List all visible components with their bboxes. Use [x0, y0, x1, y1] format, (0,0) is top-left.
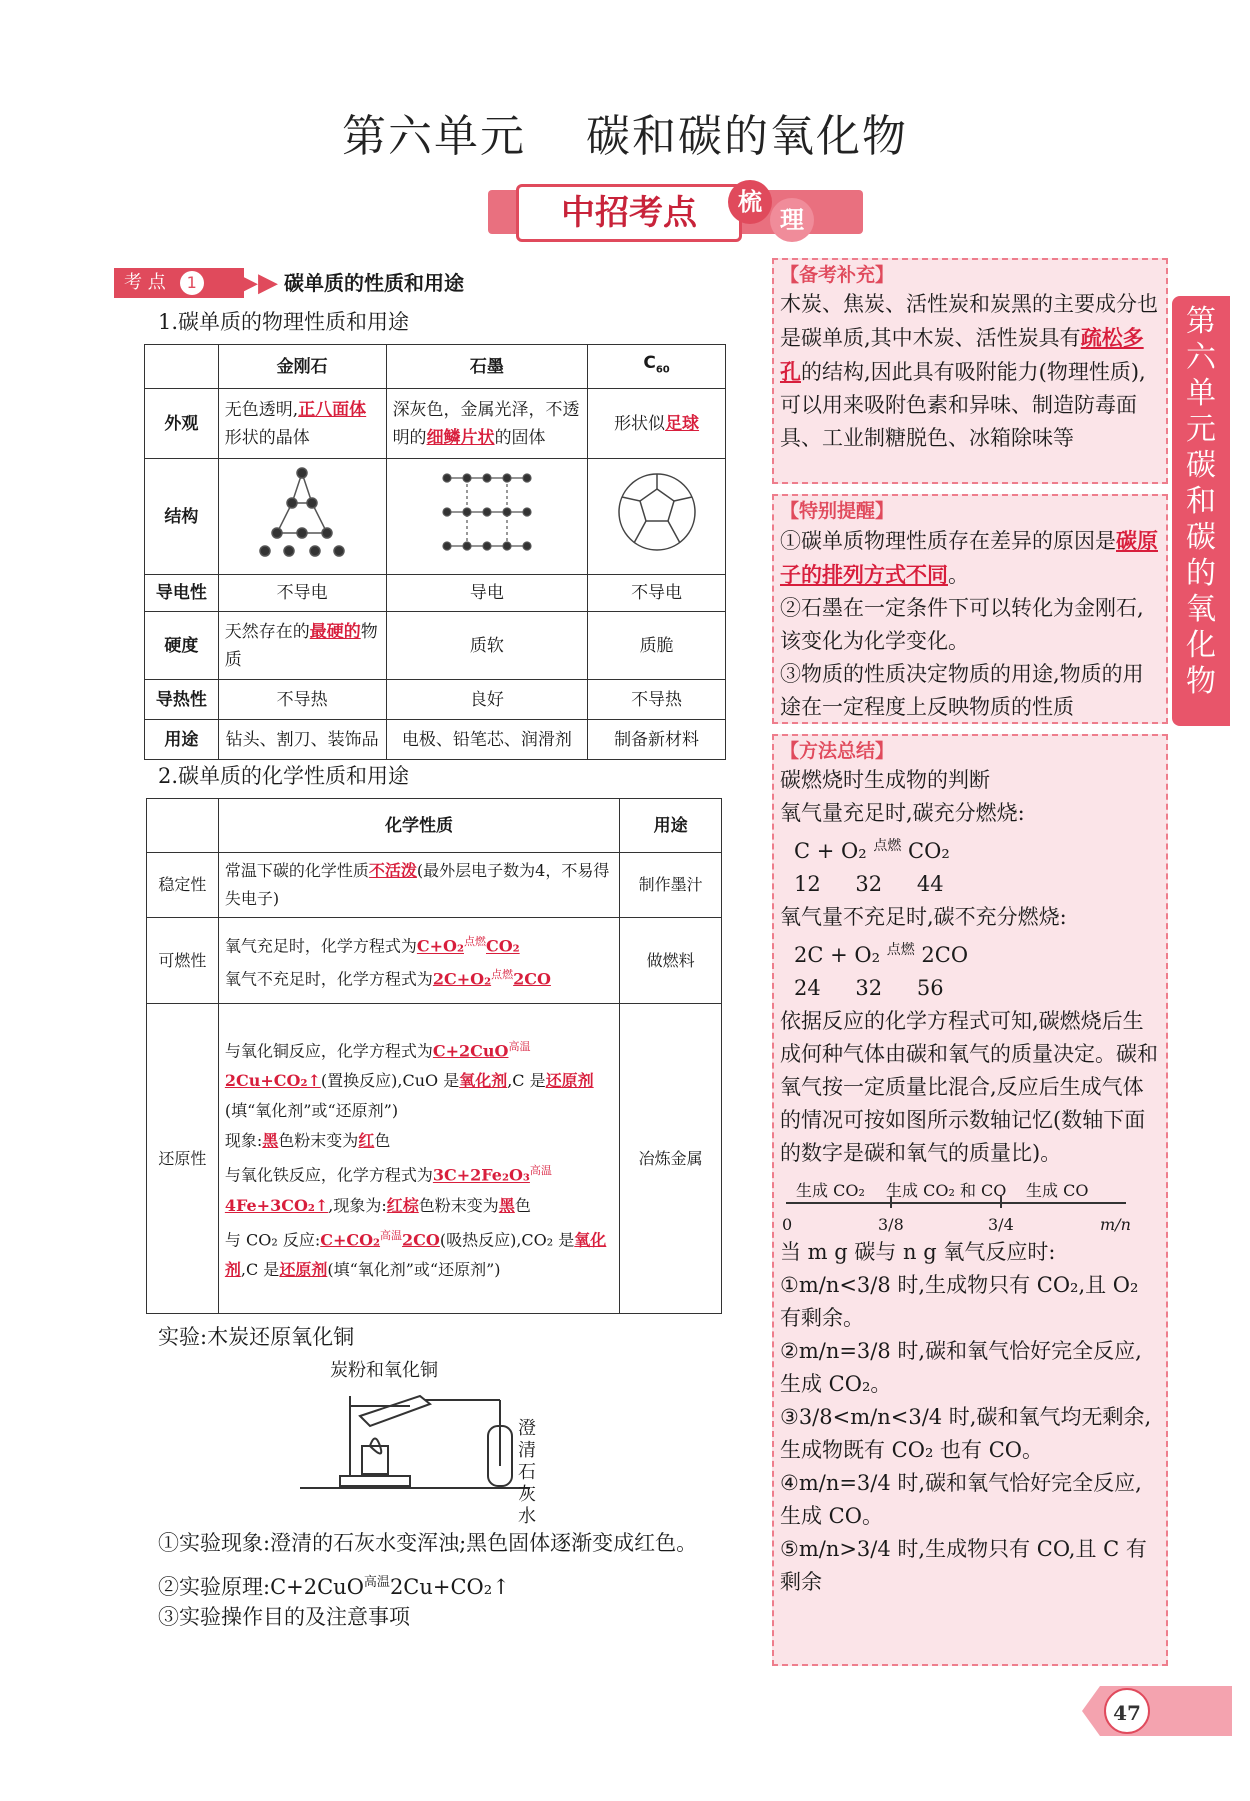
table-header: $C_{60}$	[588, 345, 726, 389]
equation: C + O₂ $^{点燃}$ CO₂	[794, 838, 950, 863]
table-cell: 钻头、割刀、装饰品	[218, 720, 386, 760]
row-label: 结构	[145, 459, 219, 575]
row-label: 外观	[145, 389, 219, 459]
mass-row: 24 32 56	[794, 976, 944, 1000]
box-text: ②m/n=3/8 时,碳和氧气恰好完全反应,生成 CO₂。	[780, 1339, 1142, 1396]
mass-row: 12 32 44	[794, 872, 944, 896]
table-cell: 不导电	[588, 575, 726, 612]
supplement-box	[772, 258, 1168, 484]
section-title: 碳单质的性质和用途	[284, 271, 464, 295]
box-text: 木炭、焦炭、活性炭和炭黑的主要成分也是碳单质,其中木炭、活性炭具有疏松多孔的结构,因此具有吸附能力(物理性质),可以用来吸附色素和异味、制造防毒面具、工业制糖脱色、冰箱除味等	[780, 292, 1158, 450]
box-text: ①m/n<3/8 时,生成物只有 CO₂,且 O₂ 有剩余。	[780, 1273, 1139, 1330]
equation: 2C + O₂ $^{点燃}$ 2CO	[794, 942, 969, 967]
section-number: 1	[180, 271, 204, 295]
page-title: 第六单元 碳和碳的氧化物	[342, 111, 908, 162]
box-heading: 【备考补充】	[780, 264, 895, 286]
box-text: ①碳单质物理性质存在差异的原因是碳原子的排列方式不同。	[780, 528, 1158, 587]
axis-label: 生成 CO₂	[796, 1181, 865, 1200]
table-cell: 深灰色，金属光泽，不透明的细鳞片状的固体	[386, 389, 588, 459]
table-cell: 冶炼金属	[620, 1004, 722, 1314]
experiment-principle: ②实验原理:C+2CuO$^{高温}$2Cu+CO₂↑	[158, 1575, 510, 1599]
table-header: 用途	[620, 799, 722, 853]
box-text: 氧气量不充足时,碳不充分燃烧:	[780, 905, 1067, 929]
page-number: 47	[1082, 1686, 1232, 1736]
chapter-tab: 第六单元 碳和碳的氧化物	[1172, 296, 1230, 726]
subheading: 2.碳单质的化学性质和用途	[158, 764, 410, 788]
banner-tag: 理	[770, 198, 814, 242]
box-text: 氧气量充足时,碳充分燃烧:	[780, 801, 1025, 825]
double-arrow-icon: ▶▶	[238, 268, 278, 298]
table-cell: 氧气充足时，化学方程式为C+O₂$^{点燃}$CO₂ 氧气不充足时，化学方程式为2C+O₂$^{点燃}$2CO	[218, 918, 619, 1004]
row-label: 导电性	[145, 575, 219, 612]
table-cell: 形状似足球	[588, 389, 726, 459]
experiment-phenomenon: ①实验现象:澄清的石灰水变浑浊;黑色固体逐渐变成红色。	[158, 1531, 698, 1555]
table-cell: 无色透明,正八面体形状的晶体	[218, 389, 386, 459]
table-header: 金刚石	[218, 345, 386, 389]
row-label: 可燃性	[147, 918, 219, 1004]
box-text: ⑤m/n>3/4 时,生成物只有 CO,且 C 有剩余	[780, 1537, 1147, 1594]
box-text: 碳燃烧时生成物的判断	[780, 768, 990, 792]
apparatus-image	[290, 1376, 550, 1506]
axis-tick: 3/4	[988, 1215, 1014, 1234]
table-cell: 制备新材料	[588, 720, 726, 760]
box-text: 当 m g 碳与 n g 氧气反应时:	[780, 1240, 1056, 1264]
section-banner	[488, 180, 863, 244]
box-heading: 【特别提醒】	[780, 500, 895, 522]
table-header	[147, 799, 219, 853]
c60-structure-image	[588, 459, 726, 575]
experiment-title: 实验:木炭还原氧化铜	[158, 1325, 355, 1349]
row-label: 稳定性	[147, 853, 219, 918]
table-cell: 做燃料	[620, 918, 722, 1004]
table-cell: 质脆	[588, 612, 726, 680]
method-summary-box	[772, 734, 1168, 1666]
experiment-notes: ③实验操作目的及注意事项	[158, 1605, 410, 1629]
axis-tick: 3/8	[878, 1215, 904, 1234]
table-cell: 不导热	[218, 680, 386, 720]
axis-label: 生成 CO	[1026, 1181, 1089, 1200]
table-cell: 不导热	[588, 680, 726, 720]
box-text: ④m/n=3/4 时,碳和氧气恰好完全反应,生成 CO。	[780, 1471, 1142, 1528]
banner-label: 中招考点	[516, 184, 742, 242]
table-cell: 天然存在的最硬的物质	[218, 612, 386, 680]
table-header: 化学性质	[218, 799, 619, 853]
row-label: 用途	[145, 720, 219, 760]
apparatus-label: 澄清石灰水	[518, 1418, 536, 1527]
section-label: 考 点 1 ▶▶	[114, 268, 244, 298]
physical-properties-table	[144, 344, 726, 760]
table-header	[145, 345, 219, 389]
banner-tag: 梳	[728, 180, 772, 224]
table-cell: 与氧化铜反应，化学方程式为C+2CuO$^{高温}$2Cu+CO₂↑(置换反应),CuO 是氧化剂,C 是还原剂(填“氧化剂”或“还原剂”) 现象:黑色粉末变为红色 与氧化铁反应，化学方程式为3C+2Fe₂O₃$^{高温}$4Fe+3CO₂↑,现象为:红棕色粉末变为黑色 与 CO₂ 反应:C+CO₂$^{高温}$2CO(吸热反应),CO₂ 是氧化剂,C 是还原剂(填“氧化剂”或“还原剂”)	[218, 1004, 619, 1314]
box-heading: 【方法总结】	[780, 740, 895, 762]
table-cell: 导电	[386, 575, 588, 612]
subheading: 1.碳单质的物理性质和用途	[158, 310, 410, 334]
table-cell: 良好	[386, 680, 588, 720]
axis-tick: 0	[782, 1215, 793, 1234]
box-text: ③物质的性质决定物质的用途,物质的用途在一定程度上反映物质的性质	[780, 662, 1144, 719]
chemical-properties-table	[146, 798, 722, 1314]
box-text: 依据反应的化学方程式可知,碳燃烧后生成何种气体由碳和氧气的质量决定。碳和氧气按一定质量比混合,反应后生成气体的情况可按如图所示数轴记忆(数轴下面的数字是碳和氧气的质量比)。	[780, 1009, 1158, 1165]
table-cell: 不导电	[218, 575, 386, 612]
box-text: ③3/8<m/n<3/4 时,碳和氧气均无剩余,生成物既有 CO₂ 也有 CO。	[780, 1405, 1152, 1462]
number-axis	[780, 1170, 1160, 1236]
table-cell: 质软	[386, 612, 588, 680]
diamond-structure-image	[218, 459, 386, 575]
apparatus-label: 炭粉和氧化铜	[330, 1360, 438, 1381]
axis-tick: m/n	[1100, 1215, 1131, 1234]
axis-label: 生成 CO₂ 和 CO	[886, 1181, 1007, 1200]
table-cell: 电极、铅笔芯、润滑剂	[386, 720, 588, 760]
row-label: 还原性	[147, 1004, 219, 1314]
box-text: ②石墨在一定条件下可以转化为金刚石,该变化为化学变化。	[780, 596, 1144, 653]
graphite-structure-image	[386, 459, 588, 575]
row-label: 硬度	[145, 612, 219, 680]
row-label: 导热性	[145, 680, 219, 720]
reminder-box	[772, 494, 1168, 724]
table-cell: 制作墨汁	[620, 853, 722, 918]
table-header: 石墨	[386, 345, 588, 389]
table-cell: 常温下碳的化学性质不活泼(最外层电子数为4，不易得失电子)	[218, 853, 619, 918]
